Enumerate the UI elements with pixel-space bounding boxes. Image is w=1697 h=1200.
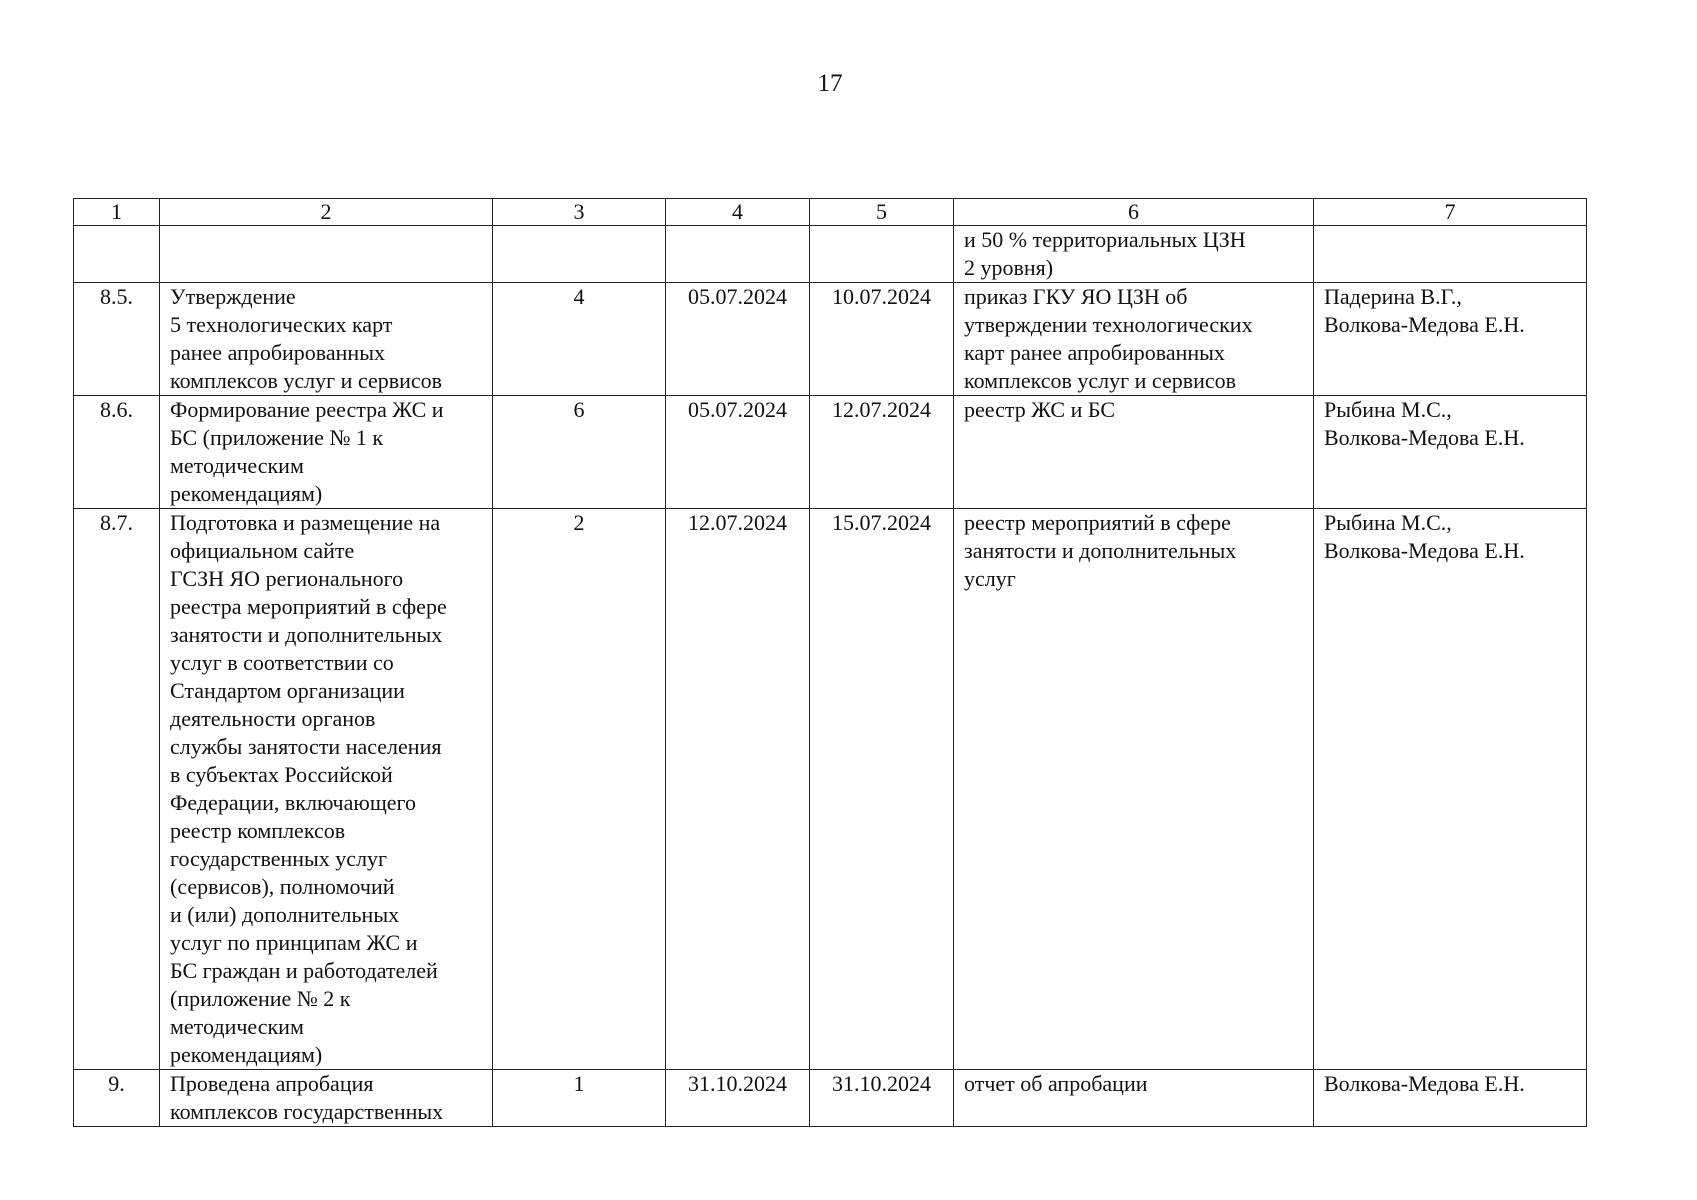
cell-num: 8.5. [74, 283, 160, 396]
cell-result: реестр мероприятий в сфере занятости и дополнительных услуг [954, 509, 1314, 1070]
cell-result: и 50 % территориальных ЦЗН 2 уровня) [954, 226, 1314, 283]
table-header-row [74, 199, 1587, 226]
cell-action: Проведена апробация комплексов государственных [160, 1070, 493, 1127]
cell-result: приказ ГКУ ЯО ЦЗН об утверждении технологических карт ранее апробированных комплексов услуг и сервисов [954, 283, 1314, 396]
cell-end [810, 226, 954, 283]
cell-start: 05.07.2024 [666, 396, 810, 509]
header-col-5: 5 [810, 199, 954, 226]
table-row [74, 396, 1587, 509]
header-col-6: 6 [954, 199, 1314, 226]
cell-action [160, 226, 493, 283]
plan-table [73, 198, 1587, 1127]
cell-duration: 4 [493, 283, 666, 396]
cell-duration [493, 226, 666, 283]
cell-num: 8.7. [74, 509, 160, 1070]
cell-end: 12.07.2024 [810, 396, 954, 509]
cell-duration: 2 [493, 509, 666, 1070]
cell-responsible [1314, 226, 1587, 283]
cell-num: 8.6. [74, 396, 160, 509]
cell-end: 15.07.2024 [810, 509, 954, 1070]
cell-result: реестр ЖС и БС [954, 396, 1314, 509]
cell-start: 05.07.2024 [666, 283, 810, 396]
page-number: 17 [817, 70, 843, 97]
cell-action: Формирование реестра ЖС и БС (приложение № 1 к методическим рекомендациям) [160, 396, 493, 509]
header-col-3: 3 [493, 199, 666, 226]
cell-end: 31.10.2024 [810, 1070, 954, 1127]
cell-responsible: Волкова-Медова Е.Н. [1314, 1070, 1587, 1127]
cell-start [666, 226, 810, 283]
cell-responsible: Падерина В.Г., Волкова-Медова Е.Н. [1314, 283, 1587, 396]
header-col-2: 2 [160, 199, 493, 226]
header-col-4: 4 [666, 199, 810, 226]
cell-responsible: Рыбина М.С., Волкова-Медова Е.Н. [1314, 396, 1587, 509]
cell-action: Утверждение 5 технологических карт ранее апробированных комплексов услуг и сервисов [160, 283, 493, 396]
table-row [74, 509, 1587, 1070]
cell-start: 12.07.2024 [666, 509, 810, 1070]
cell-duration: 1 [493, 1070, 666, 1127]
cell-end: 10.07.2024 [810, 283, 954, 396]
cell-action: Подготовка и размещение на официальном сайте ГСЗН ЯО регионального реестра мероприятий в сфере занятости и дополнительных услуг в соответствии со Стандартом организации деятельности органов службы занятости населения в субъектах Российской Федерации, включающего реестр комплексов государственных услуг (сервисов), полномочий и (или) дополнительных услуг по принципам ЖС и БС граждан и работодателей (приложение № 2 к методическим рекомендациям) [160, 509, 493, 1070]
header-col-1: 1 [74, 199, 160, 226]
table-row [74, 283, 1587, 396]
cell-duration: 6 [493, 396, 666, 509]
cell-responsible: Рыбина М.С., Волкова-Медова Е.Н. [1314, 509, 1587, 1070]
cell-result: отчет об апробации [954, 1070, 1314, 1127]
cell-num [74, 226, 160, 283]
table-row-continuation [74, 226, 1587, 283]
table-row [74, 1070, 1587, 1127]
cell-start: 31.10.2024 [666, 1070, 810, 1127]
header-col-7: 7 [1314, 199, 1587, 226]
cell-num: 9. [74, 1070, 160, 1127]
